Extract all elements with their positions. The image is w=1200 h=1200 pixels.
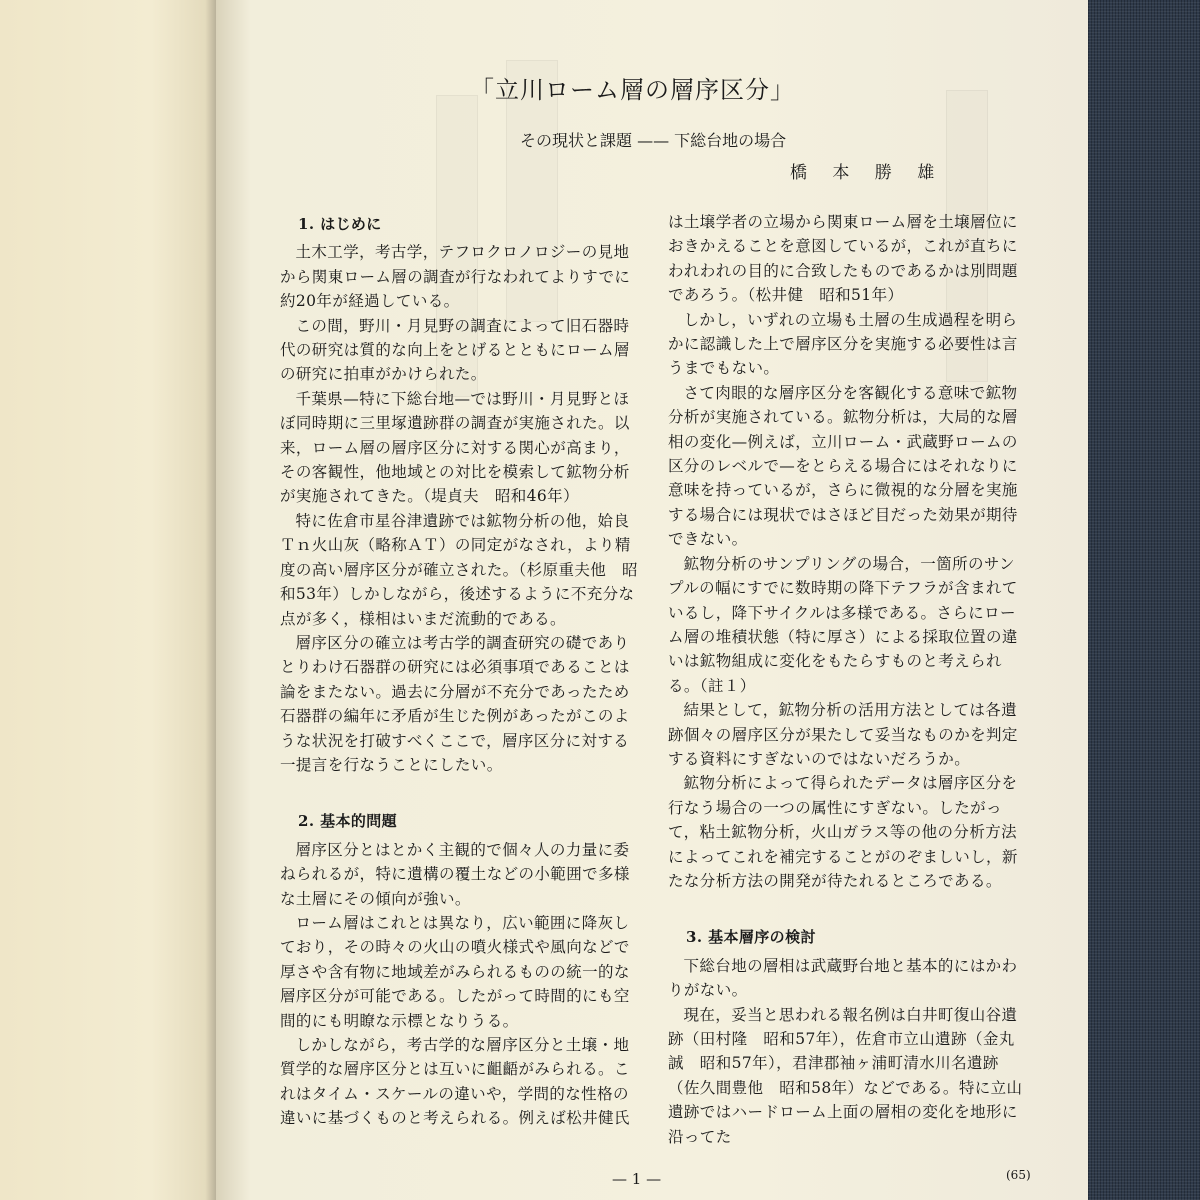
paragraph: さて肉眼的な層序区分を客観化する意味で鉱物分析が実施されている。鉱物分析は，大局的な層相の変化—例えば，立川ローム・武蔵野ロームの区分のレベルで—をとらえる場合にはそれなりに意味を持っているが，さらに微視的な分層を実施する場合には現状ではさほど目だった効果が期待できない。 [668,383,1018,549]
paragraph: 特に佐倉市星谷津遺跡では鉱物分析の他，姶良Ｔｎ火山灰（略称ＡＴ）の同定がなされ，より精度の高い層序区分が確立された。（杉原重夫他 昭和53年）しかしながら，後述するように不充分な点が多く，様相はいまだ流動的である。 [280,511,638,628]
page-number: — 1 — [612,1170,662,1188]
page-code: (65) [1006,1168,1031,1182]
paragraph: 鉱物分析のサンプリングの場合，一箇所のサンプルの幅にすでに数時期の降下テフラが含まれているし，降下サイクルは多様である。さらにローム層の堆積状態（特に厚さ）による採取位置の違いは鉱物組成に変化をもたらすものと考えられる。（註１） [668,554,1018,695]
right-column [668,210,1028,1149]
paragraph: 鉱物分析によって得られたデータは層序区分を行なう場合の一つの属性にすぎない。したがって，粘土鉱物分析，火山ガラス等の他の分析方法によってこれを補完することがのぞましいし，新たな分析方法の開発が待たれるところである。 [668,774,1018,890]
article-subtitle: その現状と課題 —— 下総台地の場合 [520,131,787,150]
paragraph: この間，野川・月見野の調査によって旧石器時代の研究は質的な向上をとげるとともにローム層の研究に拍車がかけられた。 [280,316,630,384]
paragraph: しかしながら，考古学的な層序区分と土壌・地質学的な層序区分とは互いに齟齬がみられる。これはタイム・スケールの違いや，学問的な性格の違いに基づくものと考えられる。例えば松井健氏 [280,1036,630,1128]
section-heading: 1. はじめに [298,215,382,233]
author-name: 橋 本 勝 雄 [790,163,945,183]
paragraph: 層序区分の確立は考古学的調査研究の礎でありとりわけ石器群の研究には必須事項であることは論をまたない。過去に分層が不充分であったため石器群の編年に矛盾が生じた例があったがこのような状況を打破すべくここで，層序区分に対する一提言を行なうことにしたい。 [280,633,630,774]
paragraph: 層序区分とはとかく主観的で個々人の力量に委ねられるが，特に遺構の覆土などの小範囲で多様な土層にその傾向が強い。 [280,840,630,908]
paragraph: は土壌学者の立場から関東ローム層を土壌層位におきかえることを意図しているが，これが直ちにわれわれの目的に合致したものであるかは別問題であろう。（松井健 昭和51年） [668,213,1018,305]
paragraph: 下総台地の層相は武蔵野台地と基本的にはかわりがない。 [668,956,1018,1000]
paragraph: 結果として，鉱物分析の活用方法としては各遺跡個々の層序区分が果たして妥当なものかを判定する資料にすぎないのではないだろうか。 [668,701,1018,768]
paragraph: 土木工学，考古学，テフロクロノロジーの見地から関東ローム層の調査が行なわれてよりすでに約20年が経過している。 [280,243,631,311]
left-column [280,210,640,1131]
paragraph: ローム層はこれとは異なり，広い範囲に降灰しており，その時々の火山の噴火様式や風向などで厚さや含有物に地域差がみられるものの統一的な層序区分が可能である。したがって時間的にも空間的にも明瞭な示標となりうる。 [280,913,630,1030]
section-heading: 2. 基本的問題 [298,812,398,831]
paragraph: しかし，いずれの立場も土層の生成過程を明らかに認識した上で層序区分を実施する必要性は言うまでもない。 [668,310,1018,378]
section-heading: 3. 基本層序の検討 [686,928,816,947]
article-title: 「立川ローム層の層序区分」 [470,76,795,104]
paragraph: 千葉県—特に下総台地—では野川・月見野とほぼ同時期に三里塚遺跡群の調査が実施された。以来，ローム層の層序区分に対する関心が高まり，その客観性，他地域との対比を模索して鉱物分析が実施されてきた。（堤貞夫 昭和46年） [280,389,630,506]
paragraph: 現在，妥当と思われる報名例は白井町復山谷遺跡（田村隆 昭和57年），佐倉市立山遺跡（金丸誠 昭和57年），君津郡袖ヶ浦町清水川名遺跡（佐久間豊他 昭和58年）などである。特に立山遺跡ではハードローム上面の層相の変化を地形に沿ってた [668,1005,1023,1146]
background-cloth [1088,0,1200,1200]
left-page-edge [0,0,216,1200]
